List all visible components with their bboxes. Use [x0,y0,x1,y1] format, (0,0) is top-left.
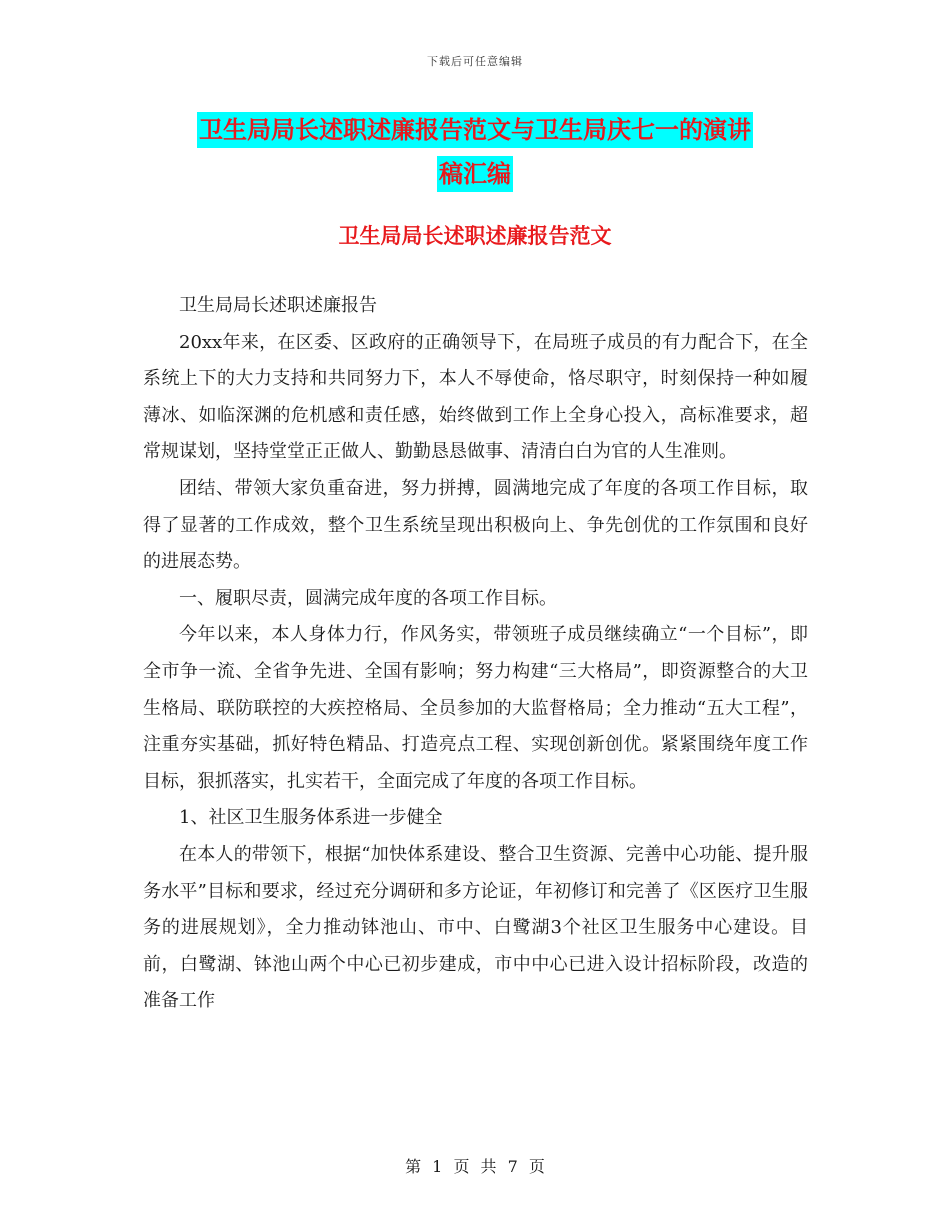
document-title-line-1-wrap [140,112,810,148]
paragraph-this-year: 今年以来，本人身体力行，作风务实，带领班子成员继续确立“一个目标”，即全市争一流、全省争先进、全国有影响；努力构建“三大格局”，即资源整合的大卫生格局、联防联控的大疾控格局、全员参加的大监督格局；全力推动“五大工程”，注重夯实基础，抓好特色精品、打造亮点工程、实现创新创优。紧紧围绕年度工作目标，狠抓落实，扎实若干，全面完成了年度的各项工作目标。 [143,624,808,792]
header-note: 下载后可任意编辑 [427,55,523,68]
document-title-line-2-wrap [140,156,810,192]
paragraph-section-one-heading: 一、履职尽责，圆满完成年度的各项工作目标。 [179,587,557,609]
document-title-line-1: 卫生局局长述职述廉报告范文与卫生局庆七一的演讲 [197,112,753,148]
section-heading: 卫生局局长述职述廉报告范文 [338,223,612,248]
paragraph-intro: 20xx年来，在区委、区政府的正确领导下，在局班子成员的有力配合下，在全系统上下的大力支持和共同努力下，本人不辱使命，恪尽职守，时刻保持一种如履薄冰、如临深渊的危机感和责任感，始终做到工作上全身心投入，高标准要求，超常规谋划，坚持堂堂正正做人、勤勤恳恳做事、清清白白为官的人生准则。 [143,331,808,463]
paragraph-subsection-heading: 1、社区卫生服务体系进一步健全 [179,807,443,829]
document-title-line-2: 稿汇编 [437,156,513,192]
page-number: 第 1 页 共 7 页 [405,1157,545,1176]
paragraph-unity: 团结、带领大家负重奋进，努力拼搏，圆满地完成了年度的各项工作目标，取得了显著的工作成效，整个卫生系统呈现出积极向上、争先创优的工作氛围和良好的进展态势。 [143,477,808,573]
paragraph-report-title: 卫生局局长述职述廉报告 [179,295,377,316]
document-body [143,288,808,1020]
paragraph-community-health: 在本人的带领下，根据“加快体系建设、整合卫生资源、完善中心功能、提升服务水平”目标和要求，经过充分调研和多方论证，年初修订和完善了《区医疗卫生服务的进展规划》，全力推动钵池山、市中、白鹭湖3个社区卫生服务中心建设。目前，白鹭湖、钵池山两个中心已初步建成，市中中心已进入设计招标阶段，改造的准备工作 [143,843,808,1012]
